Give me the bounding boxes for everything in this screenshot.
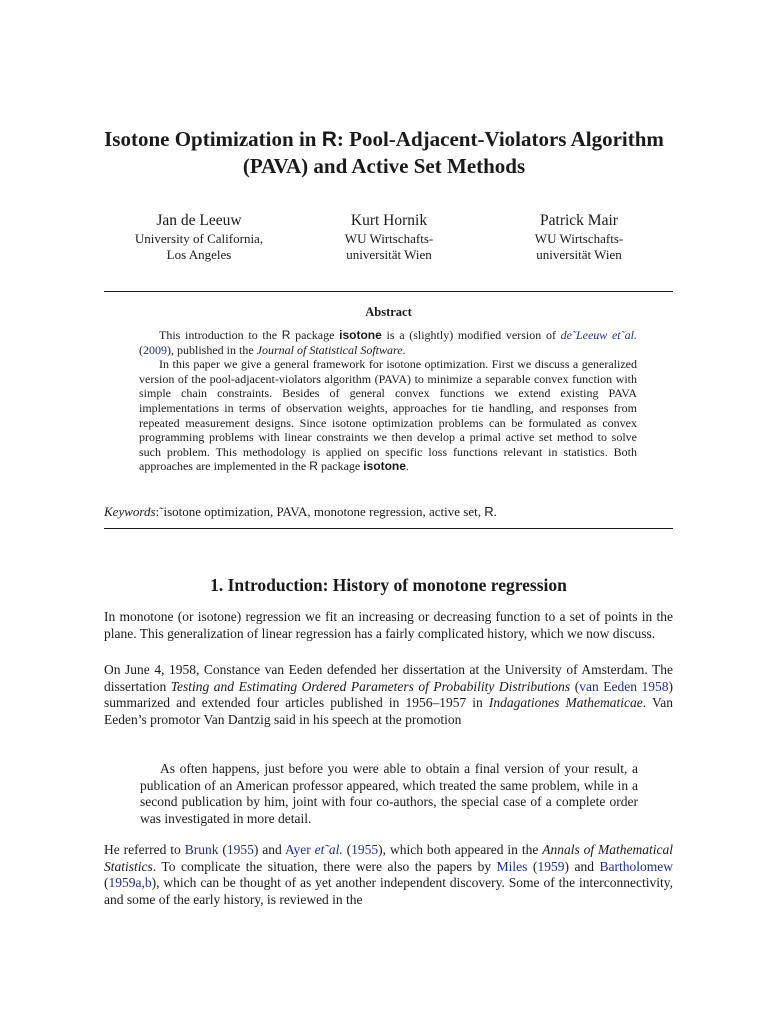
paper-title: Isotone Optimization in R: Pool-Adjacent-Violators Algorithm (PAVA) and Active Set Methods [104,127,664,178]
intro-paragraph-1: In monotone (or isotone) regression we fit an increasing or decreasing function to a set of points in the plane. This generalization of linear regression has a fairly complicated history, which we now discuss. [104,609,673,641]
citation-link[interactable]: Bartholomew [599,858,673,874]
author-name: Patrick Mair [540,212,618,229]
citation-year-link[interactable]: 1959a,b [108,875,152,891]
citation-link[interactable]: de˜Leeuw et˜al. [560,328,637,342]
abstract-paragraph-2: In this paper we give a general framework for isotone optimization. First we discuss a generalized version of the pool-adjacent-violators algorithm (PAVA) to minimize a separable convex function with simple chain constraints. Besides of general convex functions we extend existing PAVA implementations in terms of observation weights, approaches for tie handling, and responses from repeated measurement designs. Since isotone optimization problems can be formulated as convex programming problems with linear constraints we then develop a primal active set method to solve such problem. This methodology is applied on specific loss functions relevant in statistics. Both approaches are implemented in the R package isotone. [139,357,637,474]
citation-year-link[interactable]: 1959 [537,858,565,874]
author-affiliation: Los Angeles [166,247,232,262]
keywords-label: Keywords [104,504,156,519]
package-name: isotone [339,328,382,342]
citation-link[interactable]: van Eeden 1958 [579,678,669,694]
intro-paragraph-2: On June 4, 1958, Constance van Eeden defended her dissertation at the University of Amsterdam. The dissertation Testing and Estimating Ordered Parameters of Probability Distributions (van Eeden 1958) summarized and extended four articles published in 1956–1957 in Indagationes Mathematicae. Van Eeden’s promotor Van Dantzig said in his speech at the promotion [104,662,673,727]
author-affiliation: WU Wirtschafts- [344,231,434,246]
citation-link[interactable]: Ayer [284,842,315,857]
citation-link[interactable]: et˜al. [314,842,343,857]
r-language-name: R [321,128,337,151]
quotation: As often happens, just before you were able to obtain a final version of your result, a publication of an American professor appeared, which treated the same problem, while in a second publication by him, joint with four co-authors, the special case of a complete order was investigated in more detail. [140,761,638,826]
author-block [104,211,674,271]
abstract-paragraph-1: This introduction to the R package isotone is a (slightly) modified version of de˜Leeuw et˜al. (2009), published in the Journal of Statistical Software. [139,328,637,357]
journal-name: Indagationes Mathematicae [488,695,643,711]
keywords-line: Keywords:˜isotone optimization, PAVA, monotone regression, active set, R. [104,504,497,519]
top-rule [104,291,673,292]
author-name: Kurt Hornik [350,212,428,229]
author-1 [104,211,294,263]
abstract-heading: Abstract [365,305,412,319]
author-affiliation: WU Wirtschafts- [534,231,624,246]
citation-link[interactable]: Brunk [184,842,219,857]
author-2 [294,211,484,263]
author-affiliation: universität Wien [346,247,432,262]
author-3 [484,211,674,263]
citation-year-link[interactable]: 1955 [226,842,254,857]
author-affiliation: universität Wien [536,247,622,262]
section-heading: 1. Introduction: History of monotone regression [210,575,567,595]
intro-paragraph-3: He referred to Brunk (1955) and Ayer et˜al. (1955), which both appeared in the Annals of Mathematical Statistics. To complicate the situation, there were also the papers by Miles (1959) and Bartholomew (1959a,b), which can be thought of as yet another independent discovery. Some of the interconnectivity, and some of the early history, is reviewed in the [104,842,674,907]
thesis-title: Testing and Estimating Ordered Parameters of Probability Distributions [170,678,571,694]
author-name: Jan de Leeuw [156,212,242,229]
journal-name: Annals of Mathematical Statistics [104,842,674,874]
citation-year-link[interactable]: 2009 [143,342,167,357]
bottom-rule [104,528,673,529]
journal-name: Journal of Statistical Software [256,342,403,357]
author-affiliation: University of California, [134,231,264,246]
citation-link[interactable]: Miles [496,858,528,874]
package-name: isotone [363,459,406,474]
citation-year-link[interactable]: 1955 [351,842,379,857]
abstract-text [139,328,637,474]
